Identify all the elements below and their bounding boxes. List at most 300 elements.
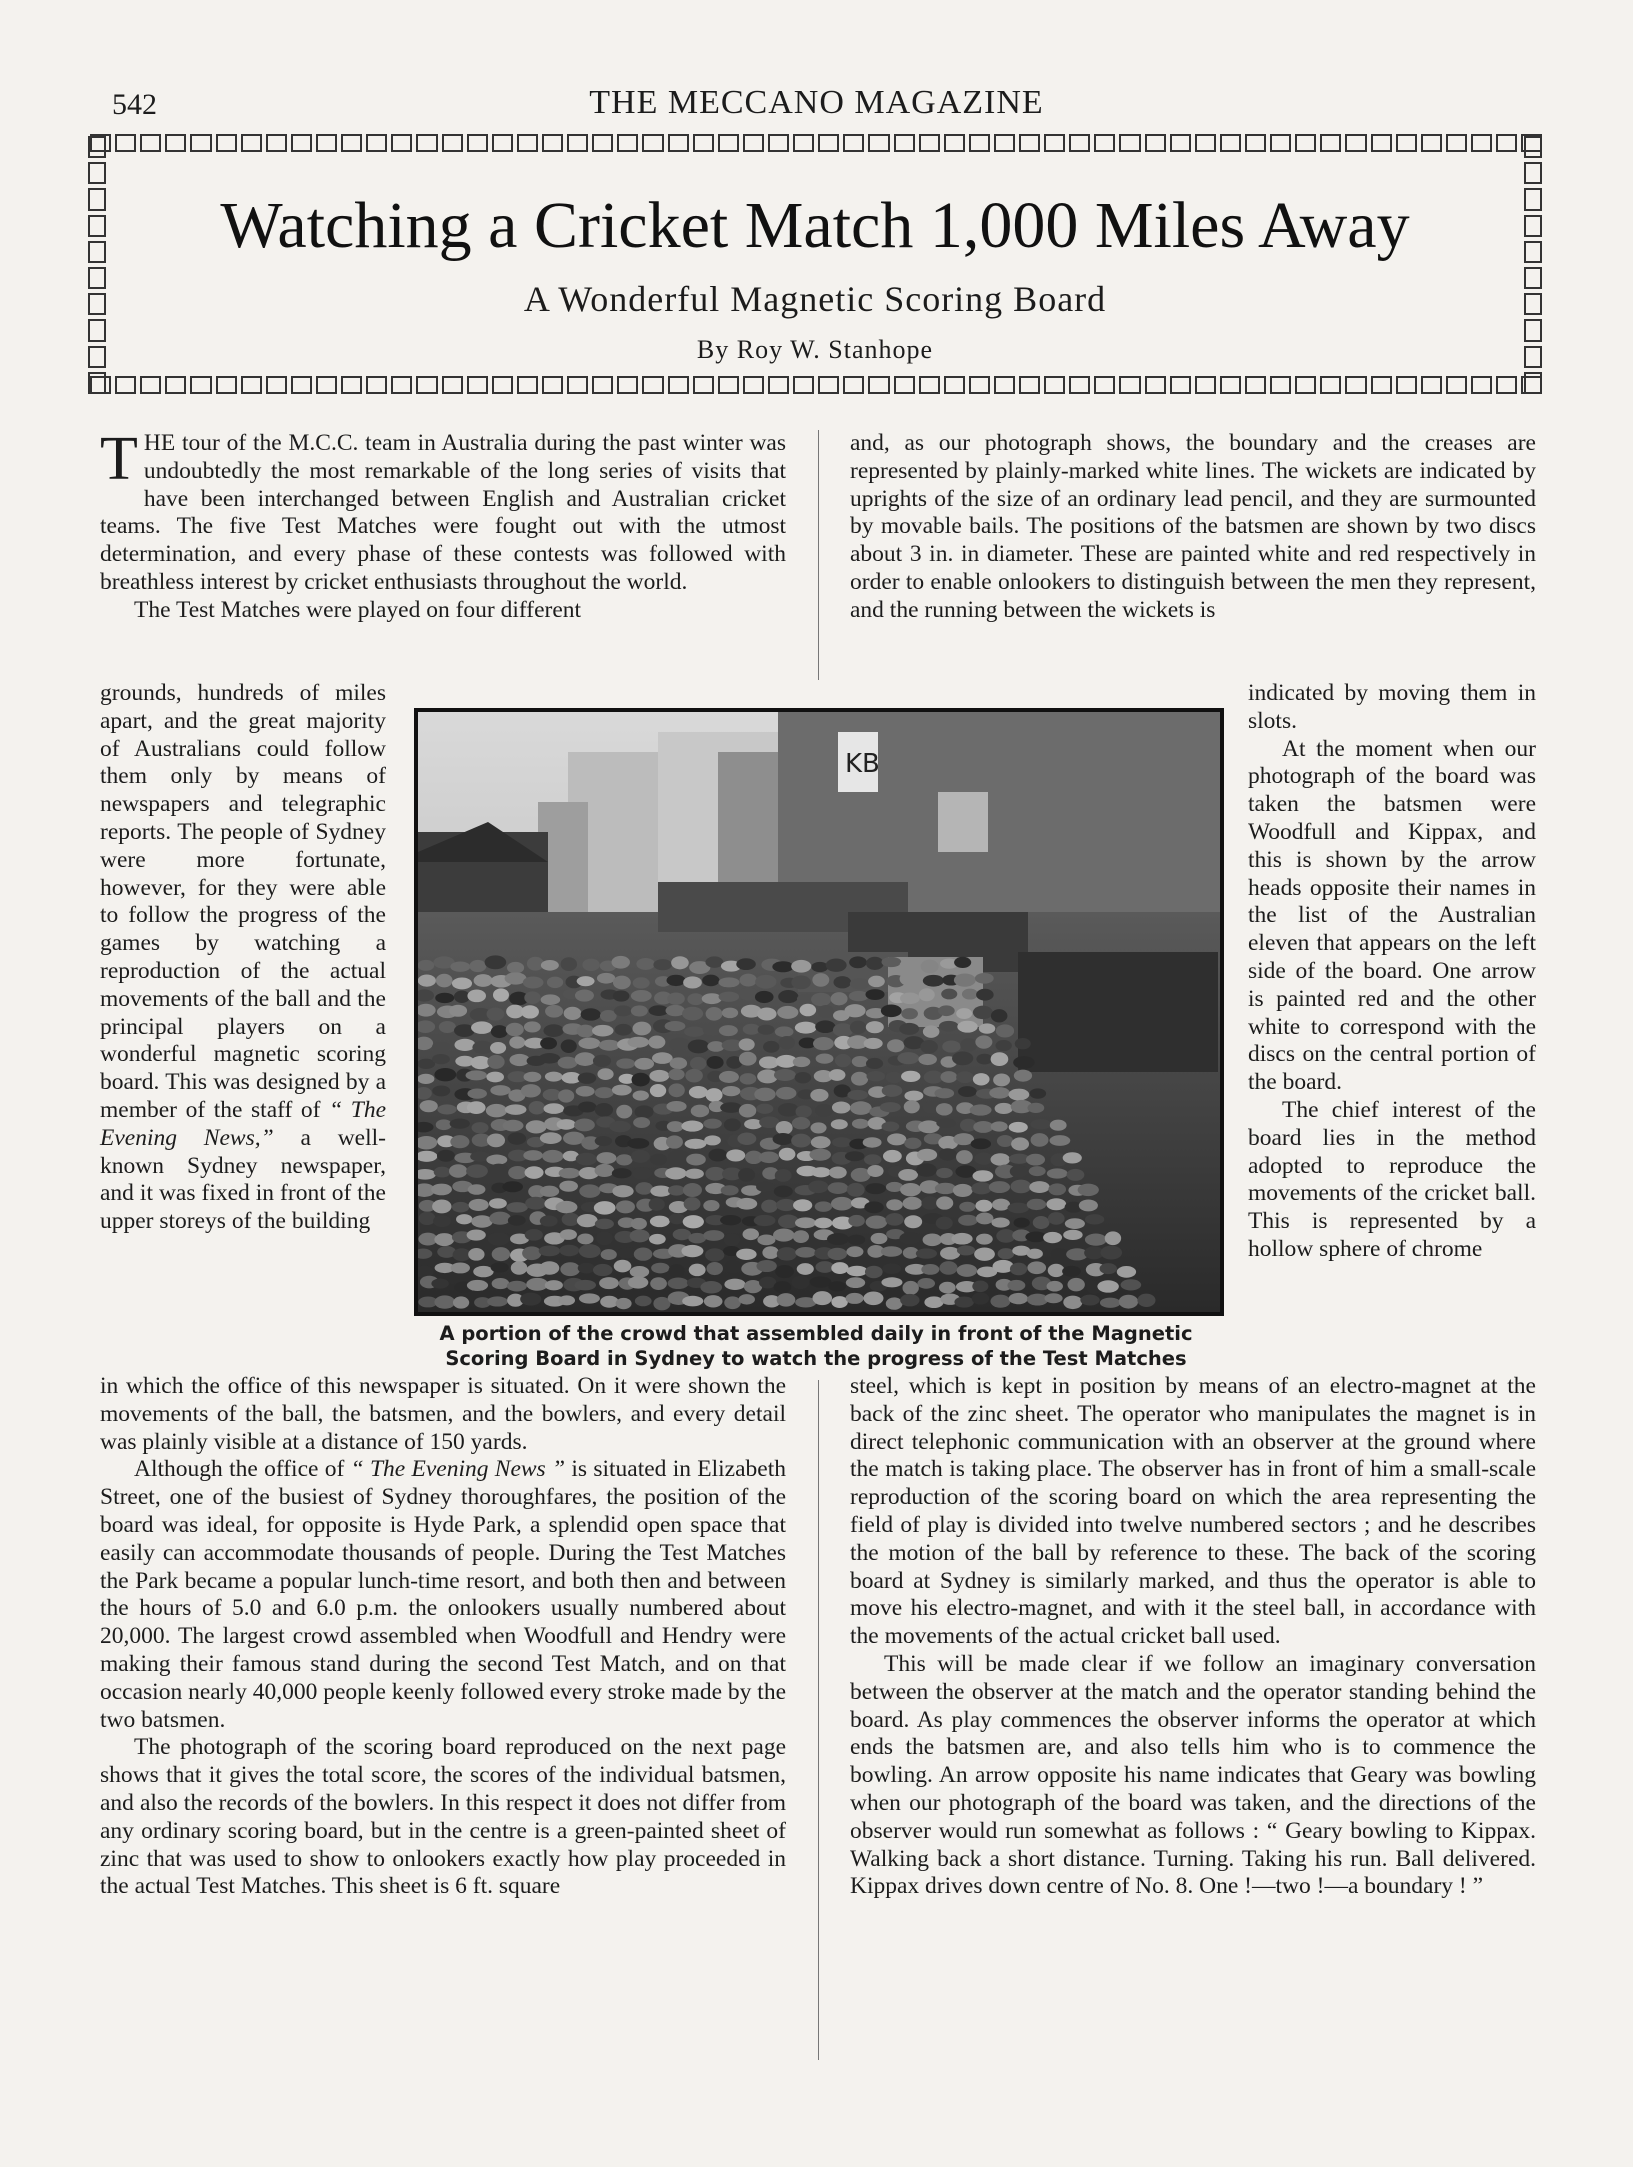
crowd-hat [487, 1055, 504, 1069]
crowd-hat [882, 1085, 903, 1097]
article-byline: By Roy W. Stanhope [696, 335, 934, 364]
border-square [442, 134, 463, 152]
border-square [617, 376, 638, 394]
crowd-hat [613, 976, 631, 990]
crowd-hat [900, 960, 918, 970]
border-square [467, 134, 488, 152]
crowd-hat [452, 1202, 470, 1213]
border-square [1094, 376, 1115, 394]
crowd-hat [850, 1021, 867, 1034]
border-square [1069, 134, 1090, 152]
crowd-hat [1013, 1056, 1034, 1069]
crowd-hat [649, 1198, 665, 1211]
crowd-hat [540, 1186, 559, 1197]
crowd-hat [756, 1182, 774, 1192]
crowd-hat [671, 956, 689, 969]
crowd-hat [433, 1215, 451, 1227]
border-square [1524, 346, 1542, 368]
crowd-hat [1048, 1264, 1065, 1277]
crowd-hat [936, 1168, 953, 1178]
crowd-hat [578, 1102, 597, 1113]
crowd-hat [547, 977, 563, 988]
border-square [1019, 376, 1040, 394]
crowd-hat [703, 1119, 722, 1129]
border-square [1270, 376, 1291, 394]
crowd-hat [487, 1133, 505, 1147]
crowd-hat [706, 1007, 723, 1021]
border-square [1524, 188, 1542, 210]
crowd-hat [473, 1266, 493, 1277]
border-square [718, 134, 739, 152]
crowd-hat [757, 1234, 775, 1245]
crowd-hat [1050, 1120, 1067, 1131]
border-square [1524, 241, 1542, 263]
crowd-hat [684, 1027, 705, 1037]
crowd-hat [900, 1294, 919, 1306]
crowd-hat [650, 1084, 666, 1097]
border-square [1295, 134, 1316, 152]
crowd-hat [904, 1215, 922, 1228]
border-square [88, 162, 106, 184]
crowd-hat [720, 1215, 741, 1225]
crowd-hat [632, 1167, 652, 1180]
border-square [190, 376, 211, 394]
crowd-hat [845, 1151, 864, 1161]
crowd-hat [761, 1200, 778, 1213]
crowd-hat [848, 1235, 866, 1245]
crowd-hat [540, 1037, 557, 1049]
crowd-hat [507, 962, 524, 974]
drop-cap: T [100, 425, 138, 493]
crowd-hat [685, 1169, 704, 1179]
column-rule-bottom [818, 1380, 819, 2060]
crowd-hat [755, 991, 774, 1003]
crowd-hat [492, 1278, 510, 1289]
crowd-hat [777, 1247, 797, 1261]
crowd-hat [688, 1040, 710, 1054]
paragraph-col2-ball: The chief interest of the board lies in the method adopted to reproduce the movements of the cricket ball. This is represented by a hollow sphere of chrome [1248, 1096, 1536, 1262]
border-square [1044, 376, 1065, 394]
crowd-hat [917, 1278, 935, 1289]
crowd-hat [1031, 1133, 1049, 1147]
crowd-hat [899, 1023, 919, 1035]
paragraph-col2-magnet: steel, which is kept in position by means of an electro-magnet at the back of the zinc sheet. The operator who manipulates the magnet is in direct telephonic communication with an observer at the ground where the match is taking place. The observer has in front of him a small-scale reproduction of the scoring board on which the area representing the field of play is divided into twelve numbered sectors ; and he describes the motion of the ball by reference to these. The back of the scoring board at Sydney is similarly marked, and thus the operator is able to move his electro-magnet, and with it the steel ball, in accordance with the movements of the actual cricket ball used. [850, 1373, 1536, 1650]
crowd-hat [595, 1136, 612, 1146]
crowd-hat [1121, 1279, 1142, 1290]
crowd-hat [865, 1183, 886, 1194]
crowd-hat [558, 1089, 574, 1102]
crowd-hat [743, 1228, 759, 1240]
border-square [1471, 376, 1492, 394]
crowd-hat [953, 1184, 973, 1197]
border-square [1496, 134, 1517, 152]
crowd-hat [468, 1248, 484, 1261]
crowd-hat [540, 1215, 558, 1226]
crowd-hat [454, 1039, 475, 1051]
crowd-hat [577, 1234, 593, 1245]
crowd-hat [593, 1264, 613, 1276]
crowd-hat [611, 956, 629, 969]
crowd-hat [1009, 1293, 1028, 1304]
border-square [1069, 376, 1090, 394]
crowd-hat [952, 1051, 973, 1065]
crowd-hat [959, 1202, 975, 1212]
border-square [1371, 376, 1392, 394]
border-square [492, 376, 513, 394]
crowd-photograph [414, 708, 1224, 1316]
crowd-hat [800, 1004, 817, 1017]
crowd-hat [705, 1248, 724, 1261]
crowd-hat [831, 1262, 848, 1274]
crowd-hat [737, 1133, 756, 1145]
crowd-hat [432, 1041, 450, 1051]
crowd-hat [976, 989, 994, 1001]
crowd-hat [1100, 1298, 1121, 1308]
crowd-hat [431, 1279, 449, 1289]
crowd-hat [865, 1266, 883, 1279]
crowd-hat [434, 1233, 454, 1246]
crowd-hat [668, 1069, 684, 1080]
crowd-hat [867, 1071, 886, 1081]
crowd-hat [681, 1121, 703, 1132]
border-square [944, 134, 965, 152]
crowd-hat [793, 1057, 811, 1067]
crowd-hat [575, 989, 594, 1001]
crowd-hat [616, 1058, 635, 1068]
crowd-hat [579, 1293, 600, 1303]
crowd-hat [1033, 1216, 1050, 1229]
crowd-hat [920, 1040, 938, 1054]
crowd-hat [613, 990, 630, 1001]
crowd-hat [917, 1149, 937, 1161]
crowd-hat [826, 959, 847, 972]
crowd-hat [630, 1229, 650, 1242]
crowd-hat [595, 1219, 614, 1230]
crowd-hat [1048, 1212, 1065, 1225]
column-rule-top [818, 430, 819, 680]
crowd-hat [682, 1296, 703, 1307]
border-square [88, 372, 106, 394]
border-square [165, 376, 186, 394]
crowd-hat [435, 993, 454, 1003]
crowd-hat [775, 1169, 792, 1182]
border-square [1145, 134, 1166, 152]
crowd-hat [886, 1199, 903, 1210]
crowd-hat [507, 1281, 527, 1292]
crowd-hat [653, 959, 672, 970]
crowd-hat [432, 1054, 450, 1064]
crowd-hat [702, 993, 722, 1004]
crowd-hat [923, 1234, 942, 1247]
border-square [1371, 134, 1392, 152]
crowd-hat [777, 1006, 798, 1019]
crowd-hat [810, 1122, 826, 1133]
crowd-hat [466, 1070, 487, 1080]
paragraph-2-start: The Test Matches were played on four different [134, 596, 582, 623]
crowd-hat [721, 1185, 739, 1195]
crowd-hat [634, 1058, 654, 1070]
crowd-hat [1014, 1070, 1032, 1082]
crowd-hat [708, 1149, 727, 1162]
crowd-hat [597, 1068, 613, 1080]
paragraph-4: The photograph of the scoring board reproduced on the next page shows that it gives the total score, the scores of the individual batsmen, and also the records of the bowlers. In this respect it does not differ from any ordinary scoring board, but in the centre is a green-painted sheet of zinc that was used to show to onlookers exactly how play proceeded in the actual Test Matches. This sheet is 6 ft. square [100, 1734, 786, 1900]
crowd-hat [831, 992, 848, 1005]
crowd-hat [882, 1263, 901, 1274]
border-square [994, 134, 1015, 152]
crowd-hat [614, 1005, 632, 1016]
crowd-hat [650, 1216, 670, 1227]
crowd-hat [451, 1263, 470, 1274]
crowd-hat [467, 1089, 487, 1099]
crowd-hat [634, 1248, 653, 1261]
crowd-hat [600, 1296, 618, 1308]
crowd-hat [474, 974, 493, 987]
border-square [994, 376, 1015, 394]
crowd-hat [545, 1280, 563, 1290]
border-square [743, 376, 764, 394]
crowd-hat [958, 1086, 977, 1097]
crowd-hat [754, 1215, 776, 1226]
crowd-hat [776, 1121, 793, 1135]
crowd-hat [815, 1201, 832, 1211]
crowd-hat [453, 1296, 469, 1308]
border-square [969, 376, 990, 394]
crowd-hat [886, 1297, 903, 1309]
crowd-hat [666, 975, 685, 986]
crowd-hat [595, 1087, 614, 1098]
crowd-hat [756, 1260, 776, 1272]
column-1-bottom [100, 1373, 786, 1901]
border-square [1145, 376, 1166, 394]
crowd-hat [957, 1264, 978, 1277]
crowd-hat [684, 1197, 701, 1211]
crowd-hat [976, 1054, 992, 1065]
crowd-hat [791, 1134, 811, 1148]
crowd-hat [851, 1072, 868, 1086]
crowd-hat [667, 1121, 684, 1132]
border-square [1524, 267, 1542, 289]
crowd-hat [595, 1103, 613, 1117]
crowd-hat [796, 1105, 812, 1117]
crowd-hat [616, 1298, 632, 1309]
crowd-hat [523, 976, 544, 988]
crowd-hat [597, 973, 615, 984]
crowd-hat [779, 1148, 796, 1161]
crowd-hat [524, 1021, 541, 1032]
crowd-hat [797, 1263, 814, 1275]
border-square [1421, 134, 1442, 152]
crowd-hat [522, 1246, 541, 1260]
crowd-hat [738, 1294, 754, 1304]
crowd-hat [490, 1085, 510, 1095]
crowd-hat [628, 1276, 648, 1288]
column-2-top [850, 430, 1536, 625]
crowd-hat [815, 1020, 835, 1033]
crowd-hat [974, 1153, 993, 1165]
crowd-hat [467, 1230, 486, 1241]
crowd-hat [850, 978, 870, 989]
crowd-hat [940, 1247, 960, 1260]
crowd-hat [432, 1085, 450, 1096]
crowd-hat [777, 1293, 796, 1306]
crowd-hat [726, 1149, 745, 1161]
crowd-hat [668, 1278, 689, 1290]
crowd-hat [559, 1168, 580, 1179]
crowd-photo-illustration [418, 712, 1220, 1312]
crowd-hat [736, 1198, 757, 1210]
crowd-hat [1027, 1199, 1046, 1210]
crowd-hat [575, 1052, 596, 1066]
crowd-hat [576, 1086, 595, 1097]
crowd-hat [488, 1232, 510, 1245]
crowd-hat [811, 993, 831, 1006]
crowd-hat [561, 957, 577, 971]
crowd-hat [772, 961, 793, 972]
crowd-hat [632, 1073, 650, 1087]
border-square [843, 376, 864, 394]
crowd-hat [881, 1004, 902, 1017]
crowd-hat [1049, 1135, 1070, 1146]
crowd-hat [815, 1104, 833, 1117]
border-square [868, 134, 889, 152]
crowd-hat [526, 1120, 547, 1133]
crowd-hat [616, 1200, 635, 1213]
crowd-hat [725, 1260, 741, 1274]
crowd-hat [936, 1196, 953, 1209]
crowd-hat [467, 1280, 488, 1291]
border-square [668, 376, 689, 394]
crowd-hat [921, 1264, 939, 1275]
crowd-hat [1068, 1278, 1085, 1292]
crowd-hat [1063, 1230, 1082, 1240]
crowd-hat [524, 1072, 542, 1082]
border-square [944, 376, 965, 394]
crowd-hat [939, 1021, 959, 1032]
crowd-hat [574, 1118, 595, 1131]
crowd-hat [472, 1122, 489, 1133]
crowd-hat [559, 1181, 578, 1192]
crowd-hat [559, 1295, 575, 1305]
crowd-hat [454, 991, 470, 1003]
crowd-hat [614, 1260, 632, 1273]
crowd-hat [562, 1213, 580, 1226]
crowd-hat [813, 1037, 834, 1050]
crowd-hat [704, 1135, 721, 1145]
crowd-hat [951, 1233, 972, 1245]
border-square [743, 134, 764, 152]
crowd-hat [577, 976, 595, 986]
crowd-hat [793, 1230, 809, 1243]
border-square [216, 134, 237, 152]
paragraph-col2-conversation: This will be made clear if we follow an imaginary conversation between the observer at the match and the operator standing behind the board. As play commences the observer informs the operator at which ends the batsmen are, and also tells him who is to commence the bowling. An arrow opposite his name indicates that Geary was bowling when our photograph of the board was taken, and the directions of the observer would run somewhat as follows : “ Geary bowling to Kippax. Walking back a short distance. Turning. Taking his run. Ball delivered. Kippax drives down centre of No. 8. One !—two !—a boundary ! ” [850, 1650, 1536, 1900]
crowd-hat [812, 973, 829, 987]
crowd-hat [774, 1069, 796, 1081]
crowd-hat [706, 1088, 723, 1102]
crowd-hat [904, 1100, 920, 1113]
crowd-hat [636, 958, 655, 970]
crowd-hat [991, 1121, 1008, 1131]
border-square [1345, 134, 1366, 152]
crowd-hat [957, 1021, 977, 1033]
paragraph-intro [100, 425, 786, 597]
crowd-hat [685, 1069, 703, 1083]
border-square [1119, 376, 1140, 394]
crowd-hat [595, 1164, 615, 1177]
crowd-hat [762, 1246, 779, 1259]
crowd-hat [506, 1023, 524, 1036]
crowd-hat [649, 1234, 666, 1245]
crowd-hat [921, 960, 939, 974]
crowd-hat [1010, 1165, 1028, 1178]
crowd-hat [468, 1184, 486, 1194]
crowd-hat [633, 1022, 652, 1036]
crowd-hat [763, 1041, 779, 1053]
narrow-text-b: a well-known Sydney newspaper, and it was fixed in front of the upper storeys of the building [100, 1124, 386, 1235]
border-square [416, 376, 437, 394]
crowd-hat [593, 1055, 611, 1067]
crowd-hat [450, 1118, 470, 1128]
crowd-hat [816, 1054, 834, 1064]
crowd-hat [962, 989, 978, 1000]
border-square [919, 376, 940, 394]
crowd-hat [627, 1037, 649, 1048]
crowd-hat [682, 1007, 703, 1021]
crowd-hat [887, 1039, 904, 1052]
crowd-hat [578, 1038, 600, 1049]
crowd-hat [971, 1182, 991, 1194]
newspaper-name: “ The Evening News,” [100, 1096, 386, 1151]
crowd-hat [791, 1276, 809, 1289]
crowd-hat [1137, 1294, 1155, 1307]
crowd-hat [957, 1245, 975, 1255]
border-square [1245, 376, 1266, 394]
crowd-hat [683, 1215, 704, 1228]
crowd-hat [493, 988, 509, 1001]
border-square [88, 293, 106, 315]
crowd-hat [456, 1214, 472, 1224]
crowd-hat [635, 1182, 653, 1194]
crowd-hat [887, 1133, 906, 1145]
crowd-hat [724, 1279, 745, 1290]
crowd-hat [885, 1213, 903, 1226]
crowd-hat [557, 1119, 576, 1130]
crowd-hat [576, 1153, 597, 1166]
border-square [1471, 134, 1492, 152]
crowd-hat [690, 1057, 707, 1070]
border-square [366, 134, 387, 152]
crowd-hat [724, 1296, 741, 1309]
crowd-hat [543, 1024, 563, 1037]
crowd-hat [491, 1262, 509, 1272]
border-square [1170, 134, 1191, 152]
border-square [1195, 376, 1216, 394]
crowd-hat [486, 1072, 504, 1083]
crowd-hat [631, 1005, 648, 1016]
border-square [266, 134, 287, 152]
crowd-hat [921, 1196, 938, 1210]
crowd-hat [724, 1118, 741, 1131]
crowd-hat [881, 957, 901, 967]
crowd-hat [852, 1056, 869, 1067]
border-square [1094, 134, 1115, 152]
border-square [1345, 376, 1366, 394]
border-square [592, 376, 613, 394]
crowd-hat [509, 1054, 529, 1066]
crowd-hat [545, 1005, 563, 1018]
border-square [567, 134, 588, 152]
border-square [1524, 136, 1542, 158]
crowd-hat [758, 1025, 775, 1035]
